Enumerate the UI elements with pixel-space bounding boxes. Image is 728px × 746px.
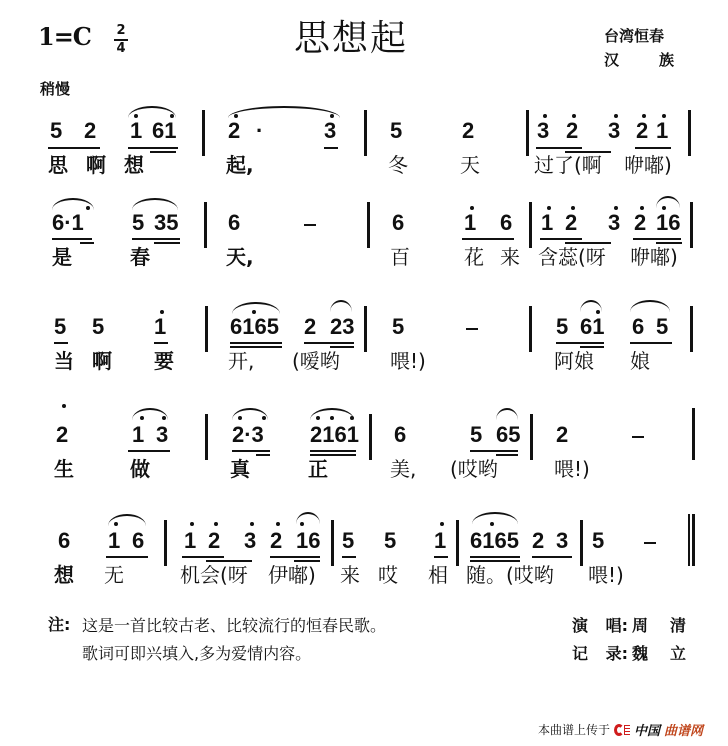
note: 2	[228, 118, 241, 143]
lyric: 天	[460, 153, 480, 177]
note: 1	[108, 528, 121, 553]
underline	[540, 238, 582, 240]
time-signature	[114, 24, 128, 56]
lyric: 想	[54, 563, 74, 587]
underline	[630, 342, 672, 344]
octave-dot	[276, 522, 280, 526]
lyric: 咿嘟)	[630, 245, 678, 269]
slur	[472, 512, 518, 524]
score-row-2	[0, 196, 728, 286]
barline	[164, 520, 167, 566]
note: 1	[154, 314, 167, 339]
underline	[48, 147, 100, 149]
underline	[470, 450, 518, 452]
lyric: 过了(啊	[534, 153, 602, 177]
lyric: 喂!)	[588, 563, 624, 587]
slur	[132, 198, 178, 210]
note: 5	[342, 528, 355, 553]
octave-dot	[86, 206, 90, 210]
underline	[470, 556, 520, 558]
barline	[202, 110, 205, 156]
underline	[324, 147, 338, 149]
lyric: 做	[130, 457, 150, 481]
note: 2	[634, 210, 647, 235]
note: 1	[132, 422, 145, 447]
octave-dot	[214, 522, 218, 526]
note: 1	[656, 118, 669, 143]
note: 65	[496, 422, 521, 447]
lyric: 伊嘟)	[268, 563, 316, 587]
credit-role: 记 录:	[572, 644, 628, 663]
octave-dot	[330, 416, 334, 420]
site-logo-icon	[614, 723, 630, 737]
note: 6	[394, 422, 407, 447]
lyric: 要	[154, 349, 174, 373]
underline	[304, 342, 354, 344]
origin-ethnic	[604, 48, 674, 72]
octave-dot	[238, 416, 242, 420]
underline	[106, 556, 148, 558]
key-signature: 1=C	[38, 22, 91, 51]
credit-transcriber	[572, 640, 686, 668]
note: 5	[656, 314, 669, 339]
time-signature-numerator: 2	[116, 23, 126, 38]
underline	[206, 560, 252, 562]
barline	[204, 202, 207, 248]
lyric: 来	[340, 563, 360, 587]
note: 5	[556, 314, 569, 339]
origin-ethnic-char: 汉	[604, 51, 620, 69]
lyric: 春	[130, 245, 150, 269]
underline	[52, 238, 92, 240]
slur	[330, 300, 352, 312]
note: 16	[296, 528, 321, 553]
watermark-text: 本曲谱上传于	[538, 723, 611, 737]
note: 5	[132, 210, 145, 235]
barline	[331, 520, 334, 566]
lyric: 机会(呀	[180, 563, 248, 587]
slur	[228, 106, 340, 118]
lyric: 阿娘	[554, 349, 594, 373]
barline	[456, 520, 459, 566]
underline	[635, 147, 671, 149]
underline	[128, 450, 170, 452]
sustain-dash	[466, 328, 478, 330]
underline	[54, 342, 68, 344]
barline	[205, 414, 208, 460]
underline	[256, 454, 270, 456]
lyric: 咿嘟)	[624, 153, 672, 177]
lyric: 来	[500, 245, 520, 269]
note: 1	[541, 210, 554, 235]
final-barline	[688, 514, 695, 566]
note: 2	[556, 422, 569, 447]
lyric: 随。(哎哟	[466, 563, 554, 587]
site-brand-primary[interactable]: 中国	[634, 724, 661, 739]
note: 2	[532, 528, 545, 553]
credit-name: 周 清	[632, 616, 686, 635]
underline	[556, 342, 604, 344]
sustain-dash	[304, 224, 316, 226]
barline	[367, 202, 370, 248]
barline	[526, 110, 529, 156]
note: 3	[244, 528, 257, 553]
underline	[150, 151, 176, 153]
lyric: 花	[464, 245, 484, 269]
note: 2	[84, 118, 97, 143]
lyric: 相	[428, 563, 448, 587]
lyric: 啊	[86, 153, 106, 177]
octave-dot	[350, 416, 354, 420]
lyric: 当	[54, 349, 74, 373]
underline	[470, 560, 520, 562]
underline	[633, 238, 681, 240]
slur	[496, 408, 518, 420]
underline	[310, 450, 356, 452]
note: 3	[556, 528, 569, 553]
note: 6	[58, 528, 71, 553]
lyric: 美,	[390, 457, 417, 481]
underline	[132, 238, 180, 240]
note: 2161	[310, 422, 359, 447]
note: 2	[565, 210, 578, 235]
note: 6165	[470, 528, 519, 553]
lyric: 啊	[92, 349, 112, 373]
note: 3	[608, 210, 621, 235]
note: 5	[92, 314, 105, 339]
underline	[656, 242, 682, 244]
slur	[656, 196, 680, 208]
note: 2	[462, 118, 475, 143]
lyric: 正	[308, 457, 328, 481]
note: 5	[592, 528, 605, 553]
annotation-line: 这是一首比较古老、比较流行的恒春民歌。	[82, 616, 387, 635]
note: 5	[390, 118, 403, 143]
slur	[232, 302, 280, 314]
lyric: 天,	[226, 245, 254, 269]
song-origin	[604, 24, 674, 72]
note: 35	[154, 210, 179, 235]
underline	[434, 556, 448, 558]
origin-region: 台湾恒春	[604, 27, 665, 45]
underline	[154, 242, 180, 244]
note: 6	[132, 528, 145, 553]
lyric: 是	[52, 245, 72, 269]
note: 3	[608, 118, 621, 143]
note: 5	[50, 118, 63, 143]
credit-role: 演 唱:	[572, 616, 628, 635]
lyric: 起,	[226, 153, 254, 177]
slur	[630, 300, 670, 312]
score-row-5	[0, 508, 728, 598]
tempo-marking: 稍慢	[40, 80, 71, 98]
barline	[690, 306, 693, 352]
note: 1	[434, 528, 447, 553]
note: 2	[566, 118, 579, 143]
note: 2	[304, 314, 317, 339]
octave-dot	[262, 416, 266, 420]
barline	[529, 306, 532, 352]
note: 16	[656, 210, 681, 235]
barline	[369, 414, 372, 460]
note: 2	[270, 528, 283, 553]
lyric: 想	[124, 153, 144, 177]
note: 3	[156, 422, 169, 447]
underline	[565, 242, 611, 244]
sustain-dash	[644, 542, 656, 544]
note: 5	[470, 422, 483, 447]
barline	[364, 306, 367, 352]
underline	[342, 556, 356, 558]
note: 5	[54, 314, 67, 339]
underline	[230, 342, 282, 344]
note: 61	[580, 314, 605, 339]
credits	[572, 612, 686, 668]
annotation-label: 注:	[48, 615, 71, 634]
score-row-4	[0, 400, 728, 490]
note: 6·1	[52, 210, 84, 235]
underline	[128, 147, 178, 149]
underline	[294, 560, 320, 562]
barline	[690, 202, 693, 248]
underline	[462, 238, 514, 240]
lyric: 思	[48, 153, 68, 177]
lyric: 百	[390, 245, 410, 269]
octave-dot	[114, 522, 118, 526]
score-row-1	[0, 100, 728, 190]
song-title: 思想起	[294, 18, 409, 59]
underline	[80, 242, 94, 244]
octave-dot	[162, 416, 166, 420]
note: 3	[537, 118, 550, 143]
note: 5	[392, 314, 405, 339]
lyric: 喂!)	[554, 457, 590, 481]
note: 23	[330, 314, 355, 339]
octave-dot	[190, 522, 194, 526]
barline	[580, 520, 583, 566]
origin-ethnic-char: 族	[658, 51, 674, 69]
note: 2	[636, 118, 649, 143]
barline	[364, 110, 367, 156]
lyric: (嗳哟	[292, 349, 340, 373]
octave-dot	[250, 522, 254, 526]
note: 6	[500, 210, 513, 235]
barline	[530, 414, 533, 460]
lyric: 冬	[388, 153, 408, 177]
note: 6165	[230, 314, 279, 339]
lyric: 喂!)	[390, 349, 426, 373]
underline	[310, 454, 356, 456]
score-row-3	[0, 296, 728, 386]
site-brand-secondary[interactable]: 曲谱网	[664, 724, 704, 739]
underline	[232, 450, 270, 452]
dot-mark: ·	[256, 118, 264, 143]
underline	[154, 342, 168, 344]
note: 1	[184, 528, 197, 553]
underline	[182, 556, 224, 558]
note: 2	[56, 422, 69, 447]
upload-watermark	[538, 720, 703, 739]
lyric: 无	[104, 563, 124, 587]
underline	[230, 346, 282, 348]
barline	[692, 408, 695, 460]
underline	[330, 346, 354, 348]
barline	[688, 110, 691, 156]
lyric: 真	[230, 457, 250, 481]
note: 61	[152, 118, 177, 143]
octave-dot	[316, 416, 320, 420]
note: 5	[384, 528, 397, 553]
underline	[580, 346, 604, 348]
lyric: (哎哟	[450, 457, 498, 481]
note: 1	[464, 210, 477, 235]
underline	[496, 454, 518, 456]
credit-performer	[572, 612, 686, 640]
lyric: 含蕊(呀	[538, 245, 606, 269]
note: 6	[228, 210, 241, 235]
time-signature-denominator: 4	[116, 41, 126, 56]
note: 3	[324, 118, 337, 143]
note: 6	[632, 314, 645, 339]
underline	[532, 556, 572, 558]
annotation-text	[82, 612, 386, 668]
octave-dot	[140, 416, 144, 420]
lyric: 娘	[630, 349, 650, 373]
sustain-dash	[632, 436, 644, 438]
annotation-line: 歌词可即兴填入,多为爱情内容。	[82, 644, 312, 663]
octave-dot	[490, 522, 494, 526]
octave-dot	[300, 522, 304, 526]
breath-mark	[62, 404, 66, 408]
lyric: 哎	[378, 563, 398, 587]
credit-name: 魏 立	[632, 644, 686, 663]
lyric: 开,	[228, 349, 255, 373]
octave-dot	[440, 522, 444, 526]
barline	[205, 306, 208, 352]
lyric: 生	[54, 457, 74, 481]
note: 2·3	[232, 422, 264, 447]
underline	[270, 556, 320, 558]
note: 1	[130, 118, 143, 143]
note: 6	[392, 210, 405, 235]
note: 2	[208, 528, 221, 553]
underline	[536, 147, 582, 149]
barline	[529, 202, 532, 248]
